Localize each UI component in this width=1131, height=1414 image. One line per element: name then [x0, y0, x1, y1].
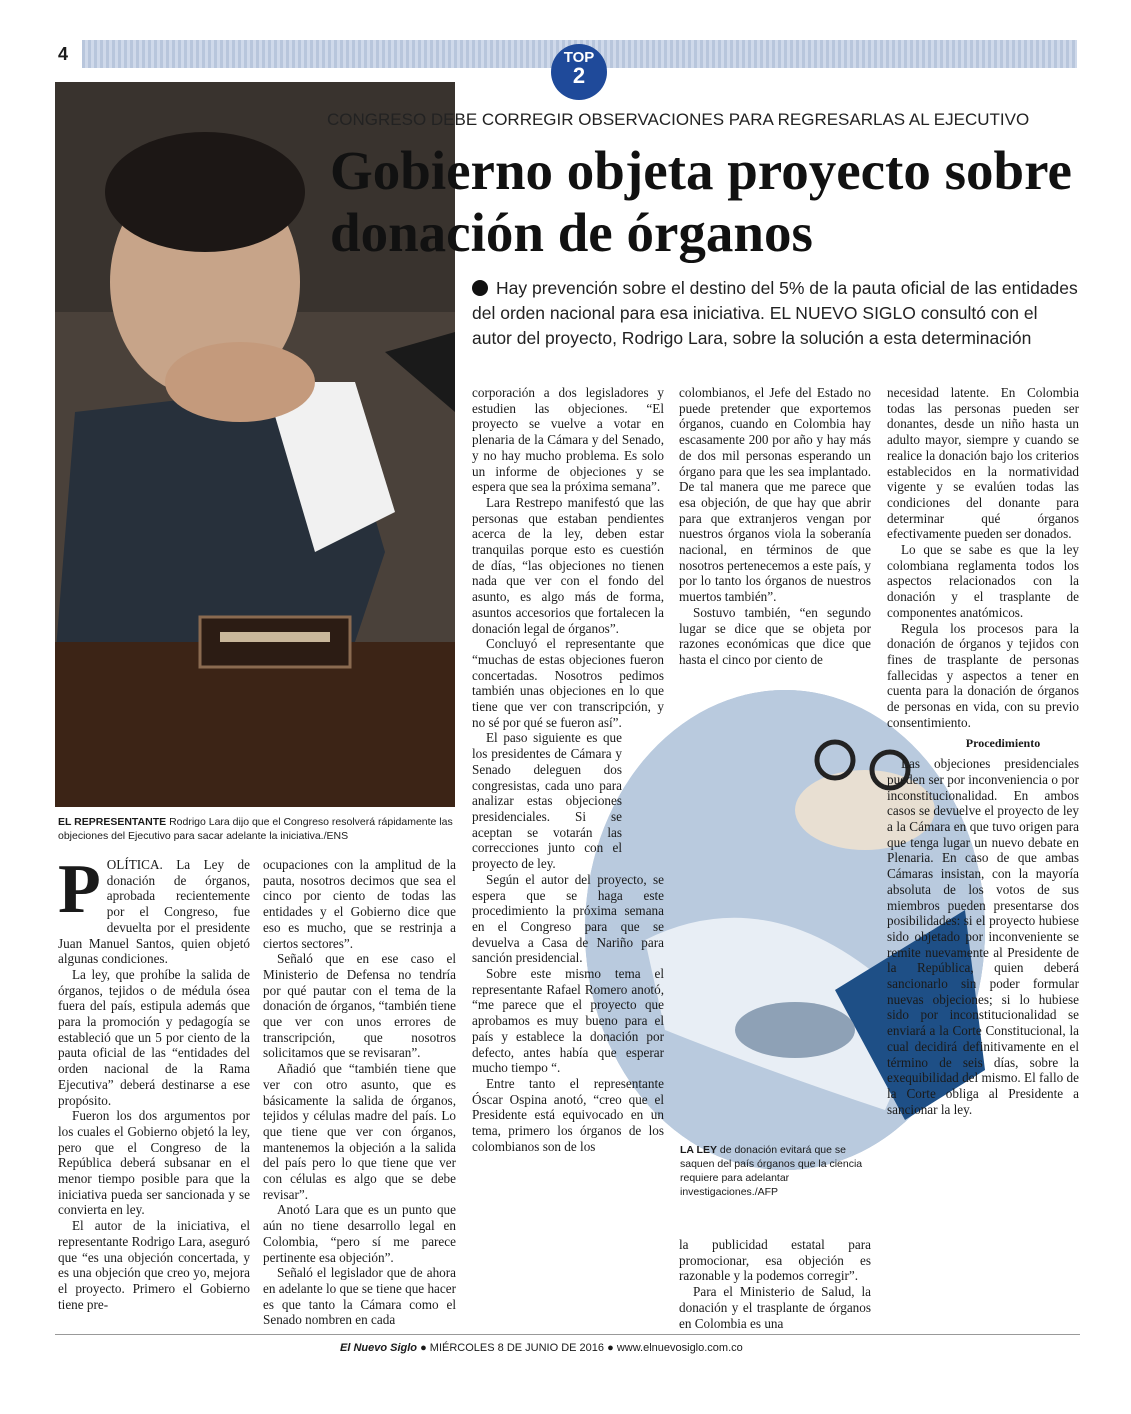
column-4-bottom — [679, 1237, 871, 1331]
deck — [472, 276, 1082, 351]
col3-p3: Concluyó el representante que “muchas de estas objeciones fueron concertadas. Nosotros pedimos también unas objeciones en lo que tiene que ver con transcripción, y no sé por qué se fueron así”. — [472, 636, 664, 730]
photo-caption-label: EL REPRESENTANTE — [58, 816, 167, 828]
col4-p4: Para el Ministerio de Salud, la donación y el trasplante de órganos en Colombia es una — [679, 1284, 871, 1331]
column-2 — [263, 857, 456, 1328]
col3-p4: El paso siguiente es que los presidentes de Cámara y Senado deleguen dos congresistas, cada uno para analizar estas objeciones presidenciales. Si se aceptan se votarán las correcciones junto con el proyecto de ley. — [472, 730, 622, 872]
col4-p1: colombianos, el Jefe del Estado no puede pretender que exportemos órganos, cuando en Colombia hay escasamente 200 por año y hay más de dos mil personas esperando un órgano para que les sea implantado. De tal manera que me parece que esa objeción, de que hay que abrir para que extranjeros vengan por nuestros órganos viola la soberanía nacional, en términos de que nosotros pertenecemos a este país, y por lo tanto los órganos de nuestros muertos también”. — [679, 385, 871, 605]
column-4-top — [679, 385, 871, 668]
circle-caption — [680, 1143, 870, 1199]
col2-p4: Anotó Lara que es un punto que aún no tiene desarrollo legal en Colombia, “pero sí me parece pertinente esa objeción”. — [263, 1202, 456, 1265]
col4-p2: Sostuvo también, “en segundo lugar se dice que se objeta por razones económicas que dice que hasta el cinco por ciento de — [679, 604, 871, 667]
bullet-icon: ● — [607, 1342, 614, 1354]
col5-p1: necesidad latente. En Colombia todas las personas pueden ser donantes, desde un niño hasta un adulto mayor, siempre y cuando se realice la donación bajo los criterios establecidos en la normatividad vigente y se evalúen todas las condiciones del donante para determinar qué órganos efectivamente pueden ser donados. — [887, 385, 1079, 542]
page-number: 4 — [58, 44, 69, 64]
deck-text: Hay prevención sobre el destino del 5% de la pauta oficial de las entidades del orden nacional para esa iniciativa. EL NUEVO SIGLO consultó con el autor del proyecto, Rodrigo Lara, sobre la solución a esta determinación — [472, 278, 1078, 348]
bullet-icon: ● — [420, 1342, 427, 1354]
column-3 — [472, 385, 664, 1154]
col2-p2: Señaló que en ese caso el Ministerio de Defensa no tendría por qué pautar con el tema de la donación de órganos, “también tiene que ver con unos errores de transcripción, que nosotros solicitamos que se revisaran”. — [263, 951, 456, 1061]
col3-p1: corporación a dos legisladores y estudien las objeciones. “El proyecto se vuelve a votar en plenaria de la Cámara y del Senado, y no hay mucho problema. Es solo un informe de objeciones y se espera que sea la próxima semana”. — [472, 385, 664, 495]
badge-line2: 2 — [572, 63, 586, 88]
photo-caption-text: Rodrigo Lara dijo que el Congreso resolverá rápidamente las objeciones del Ejecutivo para sacar adelante la iniciativa./ENS — [58, 816, 453, 842]
col1-p4: El autor de la iniciativa, el representante Rodrigo Lara, aseguró que “es una objeción concertada, y es una objeción que creo yo, mejora el proyecto. Primero el Gobierno tiene pre- — [58, 1218, 250, 1312]
bullet-icon — [472, 280, 488, 296]
dropcap: P — [58, 851, 101, 928]
badge-line1: TOP — [563, 49, 595, 66]
col3-p6: Sobre este mismo tema el representante Rafael Romero anotó, “me parece que el proyecto que aprobamos es muy bueno para el país y establece la donación por defecto, antes había que esperar mucho tiempo “. — [472, 966, 664, 1076]
col1-p2: La ley, que prohíbe la salida de órganos, tejidos o de médula ósea fuera del país, estipula además que para la promoción y pedagogía se estableció que un 5 por ciento de la pauta oficial de las “entidades del orden nacional de la Rama Ejecutiva” deberá destinarse a ese propósito. — [58, 966, 250, 1108]
headline: Gobierno objeta proyecto sobre donación de órganos — [330, 140, 1072, 263]
footer-date: MIÉRCOLES 8 DE JUNIO DE 2016 — [429, 1342, 605, 1354]
col1-p3: Fueron los dos argumentos por los cuales el Gobierno objetó la ley, pero que el Congreso de la República deberá subsanar en el menor tiempo posible para que la iniciativa pueda ser sancionada y se convierta en ley. — [58, 1108, 250, 1218]
photo-caption — [58, 815, 453, 843]
col1-p1: OLÍTICA. La Ley de donación de órganos, aprobada recientemente por el Congreso, fue devuelta por el presidente Juan Manuel Santos, quien objetó algunas condiciones. — [58, 857, 250, 967]
subhead-procedimiento: Procedimiento — [965, 736, 1041, 751]
col3-p7: Entre tanto el representante Óscar Ospina anotó, “creo que el Presidente está equivocado en un tema, primero los órganos de los colombianos son de los — [472, 1075, 664, 1154]
circle-caption-text: de donación evitará que se saquen del país órganos que la ciencia requiere para adelantar investigaciones./AFP — [680, 1144, 863, 1198]
column-1 — [58, 851, 250, 1312]
top-badge — [551, 44, 607, 100]
col3-p5: Según el autor del proyecto, se espera que se haga este procedimiento la próxima semana en el Congreso para que se devuelva a Casa de Nariño para sanción presidencial. — [472, 871, 664, 966]
col5-p3: Regula los procesos para la donación de órganos y tejidos con fines de trasplante de personas fallecidas y aspectos a tener en cuenta para la donación de órganos de personas en vida, con su previo consentimiento. — [887, 620, 1079, 730]
footer-brand: El Nuevo Siglo — [340, 1342, 418, 1354]
col2-p1: ocupaciones con la amplitud de la pauta, nosotros decimos que sea el cinco por ciento de todas las entidades y el Gobierno dice que eso es mucho, que se restrinja a ciertos sectores”. — [263, 857, 456, 951]
col5-p4: Las objeciones presidenciales pueden ser por inconveniencia o por inconstitucionalidad. En ambos casos se devuelve el proyecto de ley a la Cámara en que tuvo origen para que tenga lugar un nuevo debate en Plenaria. En caso de que ambas Cámaras insistan, con la mayoría absoluta de los votos de sus miembros pueden presentarse dos posibilidades: si el proyecto hubiese sido objetado por inconveniente se remite nuevamente al Presidente de la República, quien deberá sancionarlo sin poder formular nuevas objeciones; si lo hubiese sido por inconstitucionalidad se enviará a la Corte Constitucional, la cual decidirá definitivamente en el término de seis días, sobre la exequibilidad del mismo. El fallo de la Corte obliga al Presidente a sancionar la ley. — [887, 756, 1079, 1117]
col3-p2: Lara Restrepo manifestó que las personas que estaban pendientes acerca de la ley, deben estar tranquilas porque esto es cuestión de días, “las objeciones no tienen nada que ver con el fondo del asunto, es algo más de forma, asuntos accesorios que fortalecen la donación legal de órganos”. — [472, 494, 664, 636]
footer-rule — [55, 1334, 1080, 1335]
circle-caption-label: LA LEY — [680, 1144, 717, 1156]
col4-p3: la publicidad estatal para promocionar, esa objeción es razonable y la podemos corregir”. — [679, 1237, 871, 1284]
footer — [340, 1342, 743, 1354]
footer-url[interactable]: www.elnuevosiglo.com.co — [616, 1342, 743, 1354]
column-5 — [887, 385, 1079, 1117]
col5-p2: Lo que se sabe es que la ley colombiana reglamenta todos los aspectos relacionados con la donación y el trasplante de componentes anatómicos. — [887, 542, 1079, 620]
col2-p3: Añadió que “también tiene que ver con otro asunto, que es básicamente la salida de órganos, tejidos y células madre del país. Lo que tiene que ver con órganos, mantenemos la objeción a la salida del país pero lo que tiene que ver con células es algo que se debe revisar”. — [263, 1061, 456, 1202]
col2-p5: Señaló el legislador que de ahora en adelante lo que se tiene que hacer es que tanto la Cámara como el Senado nombren en cada — [263, 1265, 456, 1328]
kicker: CONGRESO DEBE CORREGIR OBSERVACIONES PARA REGRESARLAS AL EJECUTIVO — [327, 110, 1030, 129]
